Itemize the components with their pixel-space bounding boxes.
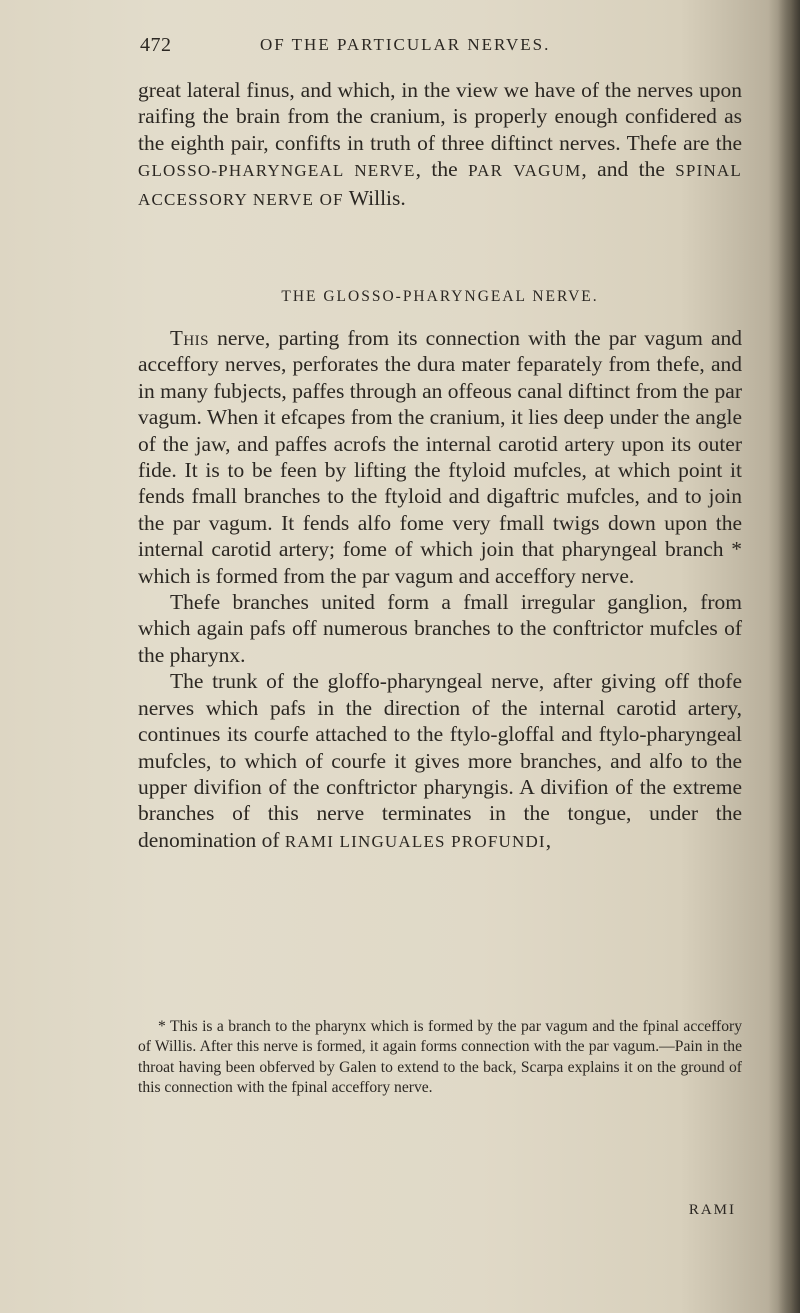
term-spinal-accessory: SPINAL ACCESSORY NERVE OF [138, 161, 742, 209]
section-paragraph-1 [138, 325, 742, 589]
section-paragraph-3 [138, 668, 742, 855]
footnote-text: * This is a branch to the pharynx which is formed by the par vagum and the fpinal acceffory of Willis. After this nerve is formed, it again forms connection with the par vagum.—Pain in the throat having been obferved by Galen to extend to the back, Scarpa explains it on the ground of this connection with the fpinal acceffory nerve. [138, 1018, 742, 1097]
term-willis: Willis [348, 185, 401, 210]
paragraph-3-text: The trunk of the gloffo-pharyngeal nerve, after giving off thofe nerves which pafs in the direction of the internal carotid artery, continues its courfe attached to the ftylo-gloffal and ftylo-pharyngeal mufcles, to which of courfe it gives more branches, and alfo to the upper divifion of the conftrictor pharyngis. A divifion of the extreme branches of this nerve terminates in the tongue, under the denomination of [138, 669, 742, 852]
intro-text-mid1: , the [415, 157, 469, 182]
intro-text-mid2: , and the [581, 157, 676, 182]
intro-text-before: great lateral finus, and which, in the view we have of the nerves upon raifing the brain from the cranium, is properly enough confidered as the eighth pair, confifts in truth of three diftinct nerves. Thefe are the [138, 78, 742, 155]
section-body [138, 325, 742, 855]
section-paragraph-2: Thefe branches united form a fmall irregular ganglion, from which again pafs off numerous branches to the conftrictor mufcles of the pharynx. [138, 590, 742, 667]
term-glosso-pharyngeal: GLOSSO-PHARYNGEAL NERVE [138, 161, 416, 181]
page-gutter-shadow [778, 0, 800, 1313]
intro-paragraph [138, 77, 742, 213]
page-header [140, 34, 740, 60]
page-number: 472 [140, 34, 172, 56]
paragraph-lead-word: This [170, 326, 209, 350]
intro-text-end: . [400, 185, 406, 210]
footnote [138, 1017, 742, 1099]
catchword: RAMI [688, 1202, 736, 1218]
paragraph-3-end: , [545, 827, 552, 852]
running-head: OF THE PARTICULAR NERVES. [260, 35, 551, 54]
section-heading: THE GLOSSO-PHARYNGEAL NERVE. [281, 288, 599, 305]
paragraph-1-text: nerve, parting from its connection with the par vagum and acceffory nerves, perforates the dura mater feparately from thefe, and in many fubjects, paffes through an offeous canal diftinct from the par vagum. When it efcapes from the cranium, it lies deep under the angle of the jaw, and paffes acrofs the internal carotid artery upon its outer fide. It is to be feen by lifting the ftyloid mufcles, at which point it fends fmall branches to the ftyloid and digaftric mufcles, and to join the par vagum. It fends alfo fome very fmall twigs down upon the internal carotid artery; fome of which join that pharyngeal branch * which is formed from the par vagum and acceffory nerve. [138, 326, 742, 588]
term-par-vagum: PAR VAGUM [468, 161, 582, 181]
term-rami-linguales: RAMI LINGUALES PROFUNDI [284, 831, 546, 851]
